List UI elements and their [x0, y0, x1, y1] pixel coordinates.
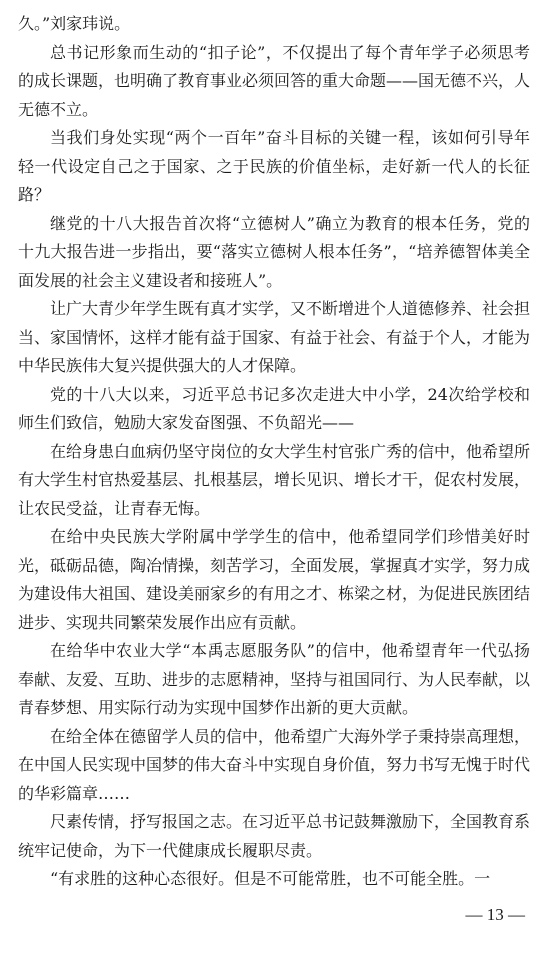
- page-number: — 13 —: [465, 905, 525, 924]
- document-body: [18, 10, 530, 894]
- paragraph: 在给华中农业大学“本禹志愿服务队”的信中，他希望青年一代弘扬奉献、友爱、互助、进步的志愿精神，坚持与祖国同行、为人民奉献，以青春梦想、用实际行动为实现中国梦作出新的更大贡献。: [18, 641, 531, 717]
- paragraph-continuation: 久。”刘家玮说。: [18, 14, 131, 33]
- paragraph: 在给全体在德留学人员的信中，他希望广大海外学子秉持崇高理想，在中国人民实现中国梦的伟大奋斗中实现自身价值，努力书写无愧于时代的华彩篇章……: [18, 726, 531, 803]
- paragraph: 让广大青少年学生既有真才实学，又不断增进个人道德修养、社会担当、家国情怀，这样才能有益于国家、有益于社会、有益于个人，才能为中华民族伟大复兴提供强大的人才保障。: [18, 299, 531, 375]
- paragraph: 尺素传情，抒写报国之志。在习近平总书记鼓舞激励下，全国教育系统牢记使命，为下一代健康成长履职尽责。: [18, 812, 531, 860]
- paragraph: “有求胜的这种心态很好。但是不可能常胜，也不可能全胜。一: [50, 869, 491, 888]
- paragraph: 在给身患白血病仍坚守岗位的女大学生村官张广秀的信中，他希望所有大学生村官热爱基层、扎根基层，增长见识、增长才干，促农村发展，让农民受益，让青春无悔。: [18, 441, 531, 518]
- paragraph: 党的十八大以来，习近平总书记多次走进大中小学，24次给学校和师生们致信，勉励大家发奋图强、不负韶光——: [18, 384, 530, 432]
- paragraph: 总书记形象而生动的“扣子论”，不仅提出了每个青年学子必须思考的成长课题，也明确了教育事业必须回答的重大命题——国无德不兴，人无德不立。: [18, 42, 531, 119]
- paragraph: 继党的十八大报告首次将“立德树人”确立为教育的根本任务，党的十九大报告进一步指出，要“落实立德树人根本任务”，“培养德智体美全面发展的社会主义建设者和接班人”。: [18, 213, 530, 290]
- paragraph: 当我们身处实现“两个一百年”奋斗目标的关键一程，该如何引导年轻一代设定自己之于国家、之于民族的价值坐标，走好新一代人的长征路？: [18, 128, 530, 204]
- paragraph: 在给中央民族大学附属中学学生的信中，他希望同学们珍惜美好时光，砥砺品德，陶冶情操，刻苦学习，全面发展，掌握真才实学，努力成为建设伟大祖国、建设美丽家乡的有用之才、栋梁之材，为促进民族团结进步、实现共同繁荣发展作出应有贡献。: [18, 527, 531, 632]
